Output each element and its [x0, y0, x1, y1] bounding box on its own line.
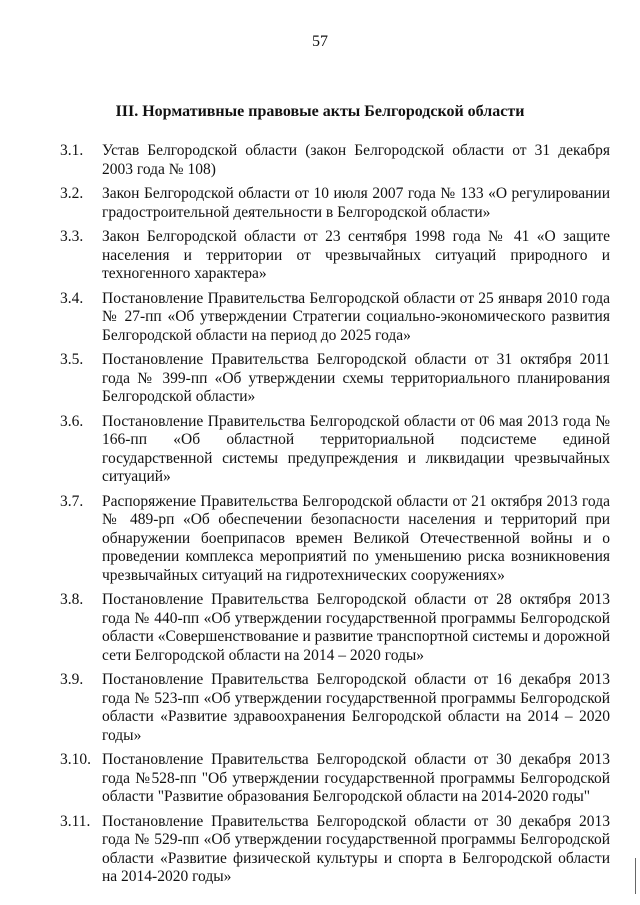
item-text: Распоряжение Правительства Белгородской области от 21 октября 2013 года № 489-рп «Об обеспечении безопасности населения и территорий при обнаружении боеприпасов времен Великой Отечественной войны и о проведении комплекса мероприятий по уменьшению риска возникновения чрезвычайных ситуаций на гидротехнических сооружениях»: [102, 492, 610, 584]
item-number: 3.9.: [60, 671, 84, 688]
section-title: III. Нормативные правовые акты Белгородской области: [115, 103, 525, 120]
list-item: [60, 751, 610, 807]
list-item: [60, 591, 610, 665]
item-text: Устав Белгородской области (закон Белгородской области от 31 декабря 2003 года № 108): [102, 142, 610, 178]
list-item: [60, 351, 610, 407]
item-text: Закон Белгородской области от 23 сентября 1998 года № 41 «О защите населения и территории от чрезвычайных ситуаций природного и техногенного характера»: [102, 228, 610, 282]
item-number: 3.8.: [60, 591, 84, 608]
item-number: 3.10.: [60, 751, 91, 768]
item-text: Постановление Правительства Белгородской области от 30 декабря 2013 года №528-пп "Об утверждении государственной программы Белгородской области "Развитие образования Белгородской области на 2014-2020 годы": [102, 751, 610, 805]
item-text: Постановление Правительства Белгородской области от 31 октября 2011 года № 399-пп «Об утверждении схемы территориального планирования Белгородской области»: [102, 351, 610, 405]
item-number: 3.2.: [60, 185, 84, 202]
list-item: [60, 290, 610, 346]
page-number: 57: [312, 33, 328, 50]
item-text: Постановление Правительства Белгородской области от 16 декабря 2013 года № 523-пп «Об утверждении государственной программы Белгородской области «Развитие здравоохранения Белгородской области на 2014 – 2020 годы»: [102, 671, 610, 744]
item-text: Закон Белгородской области от 10 июля 2007 года № 133 «О регулировании градостроительной деятельности в Белгородской области»: [102, 185, 610, 221]
list-item: [60, 493, 610, 586]
list-item: [60, 813, 610, 887]
item-number: 3.6.: [60, 412, 84, 430]
list-item: [60, 413, 610, 487]
list-item: [60, 142, 610, 179]
item-number: 3.11.: [60, 812, 91, 830]
list-item: [60, 671, 610, 745]
item-text: Постановление Правительства Белгородской области от 06 мая 2013 года № 166-пп «Об областной территориальной подсистеме единой государственной системы предупреждения и ликвидации чрезвычайных ситуаций»: [102, 412, 610, 485]
item-text: Постановление Правительства Белгородской области от 25 января 2010 года № 27-пп «Об утверждении Стратегии социально-экономического развития Белгородской области на период до 2025 года»: [102, 289, 610, 344]
legal-acts-list: [60, 142, 610, 893]
item-text: Постановление Правительства Белгородской области от 30 декабря 2013 года № 529-пп «Об утверждении государственной программы Белгородской области «Развитие физической культуры и спорта в Белгородской области на 2014-2020 годы»: [102, 812, 610, 885]
list-item: [60, 185, 610, 222]
list-item: [60, 228, 610, 284]
item-number: 3.1.: [60, 142, 84, 159]
item-number: 3.4.: [60, 289, 84, 307]
item-number: 3.7.: [60, 492, 84, 510]
scan-edge-mark: [635, 858, 636, 894]
item-number: 3.5.: [60, 351, 84, 368]
item-number: 3.3.: [60, 228, 84, 245]
item-text: Постановление Правительства Белгородской области от 28 октября 2013 года № 440-пп «Об утверждении государственной программы Белгородской области «Совершенствование и развитие транспортной системы и дорожной сети Белгородской области на 2014 – 2020 годы»: [102, 591, 610, 664]
